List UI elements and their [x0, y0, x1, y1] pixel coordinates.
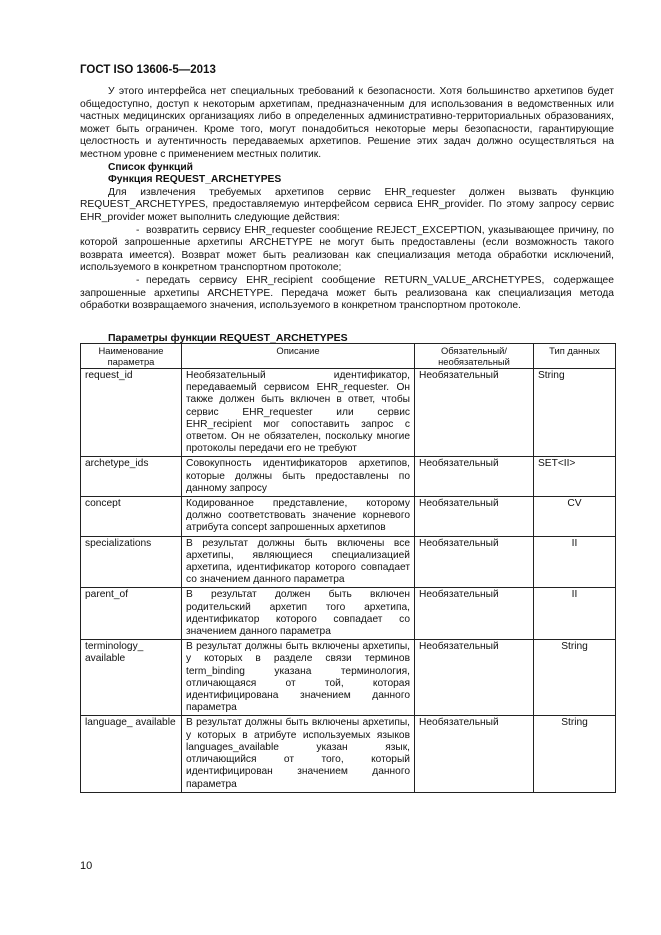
cell-type: String [534, 716, 616, 792]
cell-desc: В результат должны быть включены все архетипы, являющиеся специализацией архетипа, идентификатор которого совпадает со значением данного параметра [182, 536, 415, 588]
cell-name: concept [81, 497, 182, 537]
function-heading: Функция REQUEST_ARCHETYPES [108, 174, 282, 186]
cell-type: II [534, 588, 616, 640]
cell-desc: Кодированное представление, которому должно соответствовать значение корневого атрибута concept запрошенных архетипов [182, 497, 415, 537]
table-header-row [81, 344, 616, 369]
cell-name: parent_of [81, 588, 182, 640]
intro-paragraph: У этого интерфейса нет специальных требований к безопасности. Хотя большинство архетипов будет общедоступно, доступ к некоторым архетипам, предназначенным для использования в ведомственных или частных медицинских организациях либо в определенных административно-территориальных образованиях, может быть ограничен. Кроме того, могут понадобиться некоторые меры безопасности, гарантирующие целостность и аутентичность передаваемых архетипов. Решение этих задач должно осуществляться на местном уровне с применением местных политик. [80, 86, 614, 160]
list-item [80, 275, 614, 313]
cell-req: Необязательный [415, 536, 534, 588]
page-number: 10 [80, 860, 93, 872]
cell-desc: В результат должны быть включены архетипы, у которых в атрибуте используемых языков languages_available указан язык, отличающийся от того, который идентифицирован значением данного параметра [182, 716, 415, 792]
functions-heading: Список функций [108, 161, 193, 173]
list-dash: - [136, 274, 140, 286]
cell-type: II [534, 536, 616, 588]
list-item-text: передать сервису EHR_recipient сообщение RETURN_VALUE_ARCHETYPES, содержащее запрошенные архетипы ARCHETYPE. Передача может быть реализована как специализация метода обработки возвращаемого значения, используемого в конкретном транспортном протоколе. [80, 274, 614, 312]
table-row [81, 588, 616, 640]
cell-type: CV [534, 497, 616, 537]
table-row [81, 497, 616, 537]
cell-req: Необязательный [415, 457, 534, 497]
list-item-text: возвратить сервису EHR_requester сообщение REJECT_EXCEPTION, указывающее причину, по которой запрошенные архетипы ARCHETYPE не могут быть предоставлены (если возможность такого возврата имеется). Возврат может быть реализован как специализация метода обработки исключений, используемого в конкретном транспортном протоколе; [80, 224, 614, 274]
document-header: ГОСТ ISO 13606-5—2013 [80, 64, 216, 76]
table-caption: Параметры функции REQUEST_ARCHETYPES [108, 332, 348, 344]
header-req: Обязательный/ необязательный [415, 344, 534, 369]
table-row [81, 640, 616, 716]
cell-desc: В результат должен быть включен родительский архетип того архетипа, идентификатор которого совпадает со значением данного параметра [182, 588, 415, 640]
cell-req: Необязательный [415, 640, 534, 716]
parameters-table [80, 343, 616, 793]
table-row [81, 369, 616, 457]
table-row [81, 716, 616, 792]
header-type: Тип данных [534, 344, 616, 369]
cell-req: Необязательный [415, 497, 534, 537]
cell-type: SET<II> [534, 457, 616, 497]
cell-name: language_ available [81, 716, 182, 792]
header-desc: Описание [182, 344, 415, 369]
body-text [80, 86, 614, 313]
cell-req: Необязательный [415, 716, 534, 792]
cell-name: specializations [81, 536, 182, 588]
list-dash: - [136, 224, 140, 236]
cell-type: String [534, 369, 616, 457]
cell-desc: В результат должны быть включены архетипы, у которых в разделе связи терминов term_binding указана терминология, отличающаяся от той, которая идентифицирована значением данного параметра [182, 640, 415, 716]
list-item [80, 225, 614, 275]
cell-desc: Совокупность идентификаторов архетипов, которые должны быть предоставлены по данному запросу [182, 457, 415, 497]
cell-name: request_id [81, 369, 182, 457]
table-row [81, 457, 616, 497]
function-paragraph: Для извлечения требуемых архетипов сервис EHR_requester должен вызвать функцию REQUEST_ARCHETYPES, предоставляемую интерфейсом сервиса EHR_provider. По этому запросу сервис EHR_provider может выполнить следующие действия: [80, 186, 614, 223]
table-row [81, 536, 616, 588]
cell-name: archetype_ids [81, 457, 182, 497]
cell-req: Необязательный [415, 588, 534, 640]
cell-type: String [534, 640, 616, 716]
header-name: Наименование параметра [81, 344, 182, 369]
cell-desc: Необязательный идентификатор, передаваемый сервисом EHR_requester. Он также должен быть включен в ответ, чтобы сервис EHR_requester или сервис EHR_recipient мог сопоставить запрос с ответом. Он не обязателен, поскольку многие протоколы передачи его не требуют [182, 369, 415, 457]
cell-req: Необязательный [415, 369, 534, 457]
cell-name: terminology_ available [81, 640, 182, 716]
